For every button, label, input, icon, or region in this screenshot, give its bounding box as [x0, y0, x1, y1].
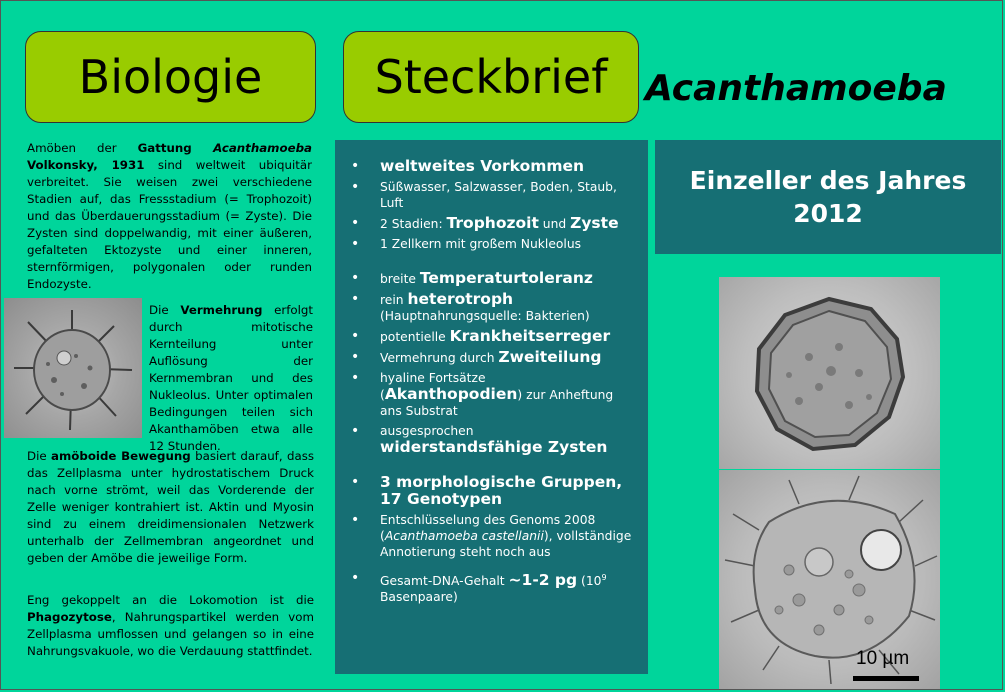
movement-paragraph	[27, 448, 314, 567]
fact-text: (Hauptnahrungsquelle: Bakterien)	[380, 309, 590, 323]
facts-panel	[335, 140, 648, 674]
fact-item	[347, 423, 638, 456]
fact-item	[347, 512, 638, 560]
fact-highlight: Zweiteilung	[498, 348, 602, 366]
fact-highlight: Trophozoit	[446, 214, 539, 232]
text: Die	[149, 303, 181, 317]
fact-text: rein	[380, 293, 408, 307]
text-bold: Vermehrung	[180, 303, 263, 317]
fact-highlight: Zyste	[570, 214, 619, 232]
title-biologie: Biologie	[25, 31, 316, 123]
fact-item	[347, 370, 638, 419]
fact-text: und	[538, 217, 571, 231]
fact-text: 2 Stadien:	[380, 217, 447, 231]
fact-item	[347, 179, 638, 211]
text-bold: Phagozytose	[27, 610, 112, 624]
text: Die	[27, 449, 52, 463]
scalebar-line	[853, 676, 919, 681]
micrograph-cyst	[719, 277, 940, 469]
fact-highlight: weltweites Vorkommen	[380, 157, 585, 175]
genus-name: Acanthamoeba	[213, 141, 312, 155]
fact-text: ausgesprochen	[380, 424, 474, 438]
text: erfolgt durch mitotische Kernteilung unter Auflösung der Kernmembran und des Nukleolus. Unter optimalen Bedingungen teilen sich Akanthamöben etwa alle 12 Stunden.	[149, 303, 313, 453]
text-bold: Gattung	[137, 141, 214, 155]
fact-item	[347, 570, 638, 605]
fact-text: ) zur Anheftung ans Substrat	[380, 388, 614, 418]
text-bold: amöboide Bewegung	[51, 449, 191, 463]
fact-item	[347, 291, 638, 324]
fact-text: potentielle	[380, 330, 450, 344]
fact-item	[347, 270, 638, 287]
author-year: Volkonsky, 1931	[27, 158, 145, 172]
fact-text: (	[380, 388, 385, 402]
fact-item	[347, 349, 638, 366]
fact-text: ), vollständige Annotierung steht noch aus	[380, 529, 632, 559]
fact-item	[347, 474, 638, 508]
fact-text: Entschlüsselung des Genoms 2008 (	[380, 513, 596, 543]
fact-item	[347, 215, 638, 232]
fact-text: hyaline Fortsätze	[380, 371, 486, 385]
exponent: 9	[601, 573, 607, 582]
species-name: Acanthamoeba castellanii	[384, 529, 544, 543]
fact-text: Süßwasser, Salzwasser, Boden, Staub, Luft	[380, 180, 617, 210]
text: Amöben der	[27, 141, 138, 155]
phagocytosis-paragraph	[27, 592, 314, 660]
reproduction-paragraph	[149, 302, 313, 455]
fact-item	[347, 328, 638, 345]
text: Eng gekoppelt an die Lokomotion ist die	[27, 593, 314, 607]
text: basiert darauf, dass das Zellplasma unter hydrostatischem Druck nach vorne strömt, weil das Vorderende der Zelle weniger kontrahiert ist. Aktin und Myosin sind zu einem dreidimensionalen Netzwerk unterhalb der Zellmembran angeordnet und geben der Amöbe die jeweilige Form.	[27, 449, 314, 565]
fact-text: Gesamt-DNA-Gehalt	[380, 574, 509, 589]
fact-highlight: widerstandsfähige Zysten	[380, 438, 608, 456]
fact-highlight: 3 morphologische Gruppen, 17 Genotypen	[380, 473, 623, 508]
title-acanthamoeba: Acanthamoeba	[645, 68, 947, 109]
fact-highlight: Akanthopodien	[384, 385, 518, 403]
facts-list	[347, 158, 638, 605]
text: sind weltweit ubiquitär verbreitet. Sie weisen zwei verschiedene Stadien auf, das Fressstadium (= Trophozoit) und das Überdauerungsstadium (= Zyste). Die Zysten sind doppelwandig, mit einer äußeren, gefalteten Ektozyste und einer inneren, sternförmigen, polygonalen oder runden Endozyste.	[27, 158, 312, 291]
intro-paragraph	[27, 140, 312, 293]
fact-item	[347, 236, 638, 252]
fact-text: breite	[380, 272, 420, 286]
award-panel: Einzeller des Jahres 2012	[655, 140, 1001, 254]
fact-text: Vermehrung durch	[380, 351, 499, 365]
scalebar-label: 10 µm	[856, 648, 910, 669]
title-steckbrief: Steckbrief	[343, 31, 639, 123]
fact-highlight: ~1-2 pg	[508, 571, 578, 590]
text: , Nahrungspartikel werden vom Zellplasma umflossen und gelangen so in eine Nahrungsvakuole, wo die Verdauung stattfindet.	[27, 610, 314, 658]
fact-highlight: Krankheitserreger	[449, 327, 611, 345]
fact-text: (10	[577, 574, 602, 589]
fact-text: Basenpaare)	[380, 590, 458, 605]
fact-highlight: heterotroph	[407, 290, 514, 308]
micrograph-cyst-small	[4, 298, 142, 438]
fact-highlight: Temperaturtoleranz	[419, 269, 593, 287]
fact-text: 1 Zellkern mit großem Nukleolus	[380, 237, 582, 251]
fact-item	[347, 158, 638, 175]
